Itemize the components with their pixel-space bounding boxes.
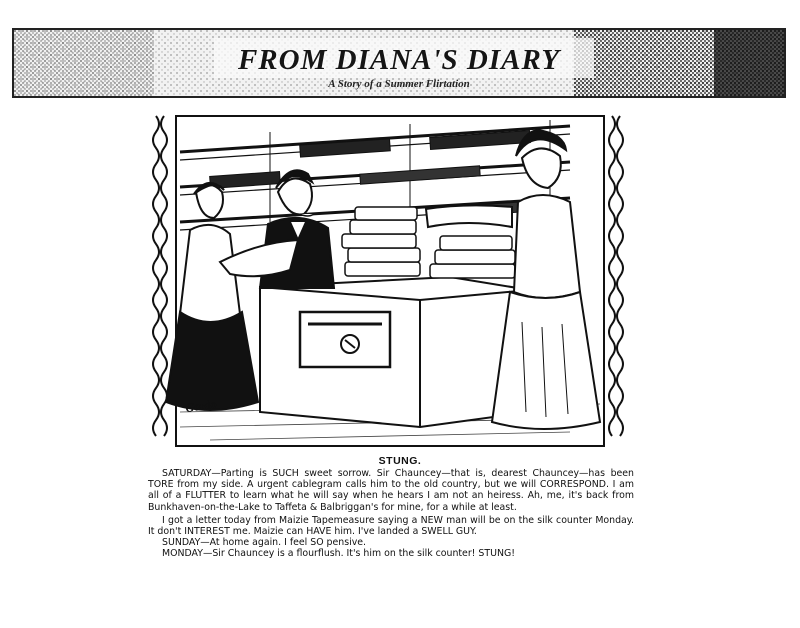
masthead-subtitle: A Story of a Summer Flirtation <box>328 78 470 90</box>
cartoon-drawing <box>150 112 630 450</box>
masthead-title: FROM DIANA'S DIARY <box>237 44 561 76</box>
article-heading: STUNG. <box>378 455 422 467</box>
masthead-banner <box>12 28 786 98</box>
paragraph-saturday: SATURDAY—Parting is SUCH sweet sorrow. Sir Chauncey—that is, dearest Chauncey—has been TORE from my side. A urgent cablegram calls him to the old country, but we will CORRESPOND. I am all of a FLUTTER to learn what he will say when he hears I am not an heiress. Ah, me, it's back from Bunkhaven-on-the-Lake to Taffeta & Balbriggan's for mine, for a while at least. <box>148 468 634 513</box>
paragraph-letter: I got a letter today from Maizie Tapemeasure saying a NEW man will be on the silk counter Monday. It don't INTEREST me. Maizie can HAVE him. I've landed a SWELL GUY. <box>148 514 634 538</box>
left-rope-border <box>153 116 167 436</box>
artist-signature: Gordo <box>184 396 218 415</box>
cartoon-illustration <box>150 112 630 450</box>
right-rope-border <box>609 116 623 436</box>
shop-counter <box>260 277 530 427</box>
paragraph-sunday: SUNDAY—At home again. I feel SO pensive. <box>162 537 366 549</box>
paragraph-monday: MONDAY—Sir Chauncey is a flourflush. It's him on the silk counter! STUNG! <box>162 548 515 560</box>
article-body <box>148 468 634 560</box>
